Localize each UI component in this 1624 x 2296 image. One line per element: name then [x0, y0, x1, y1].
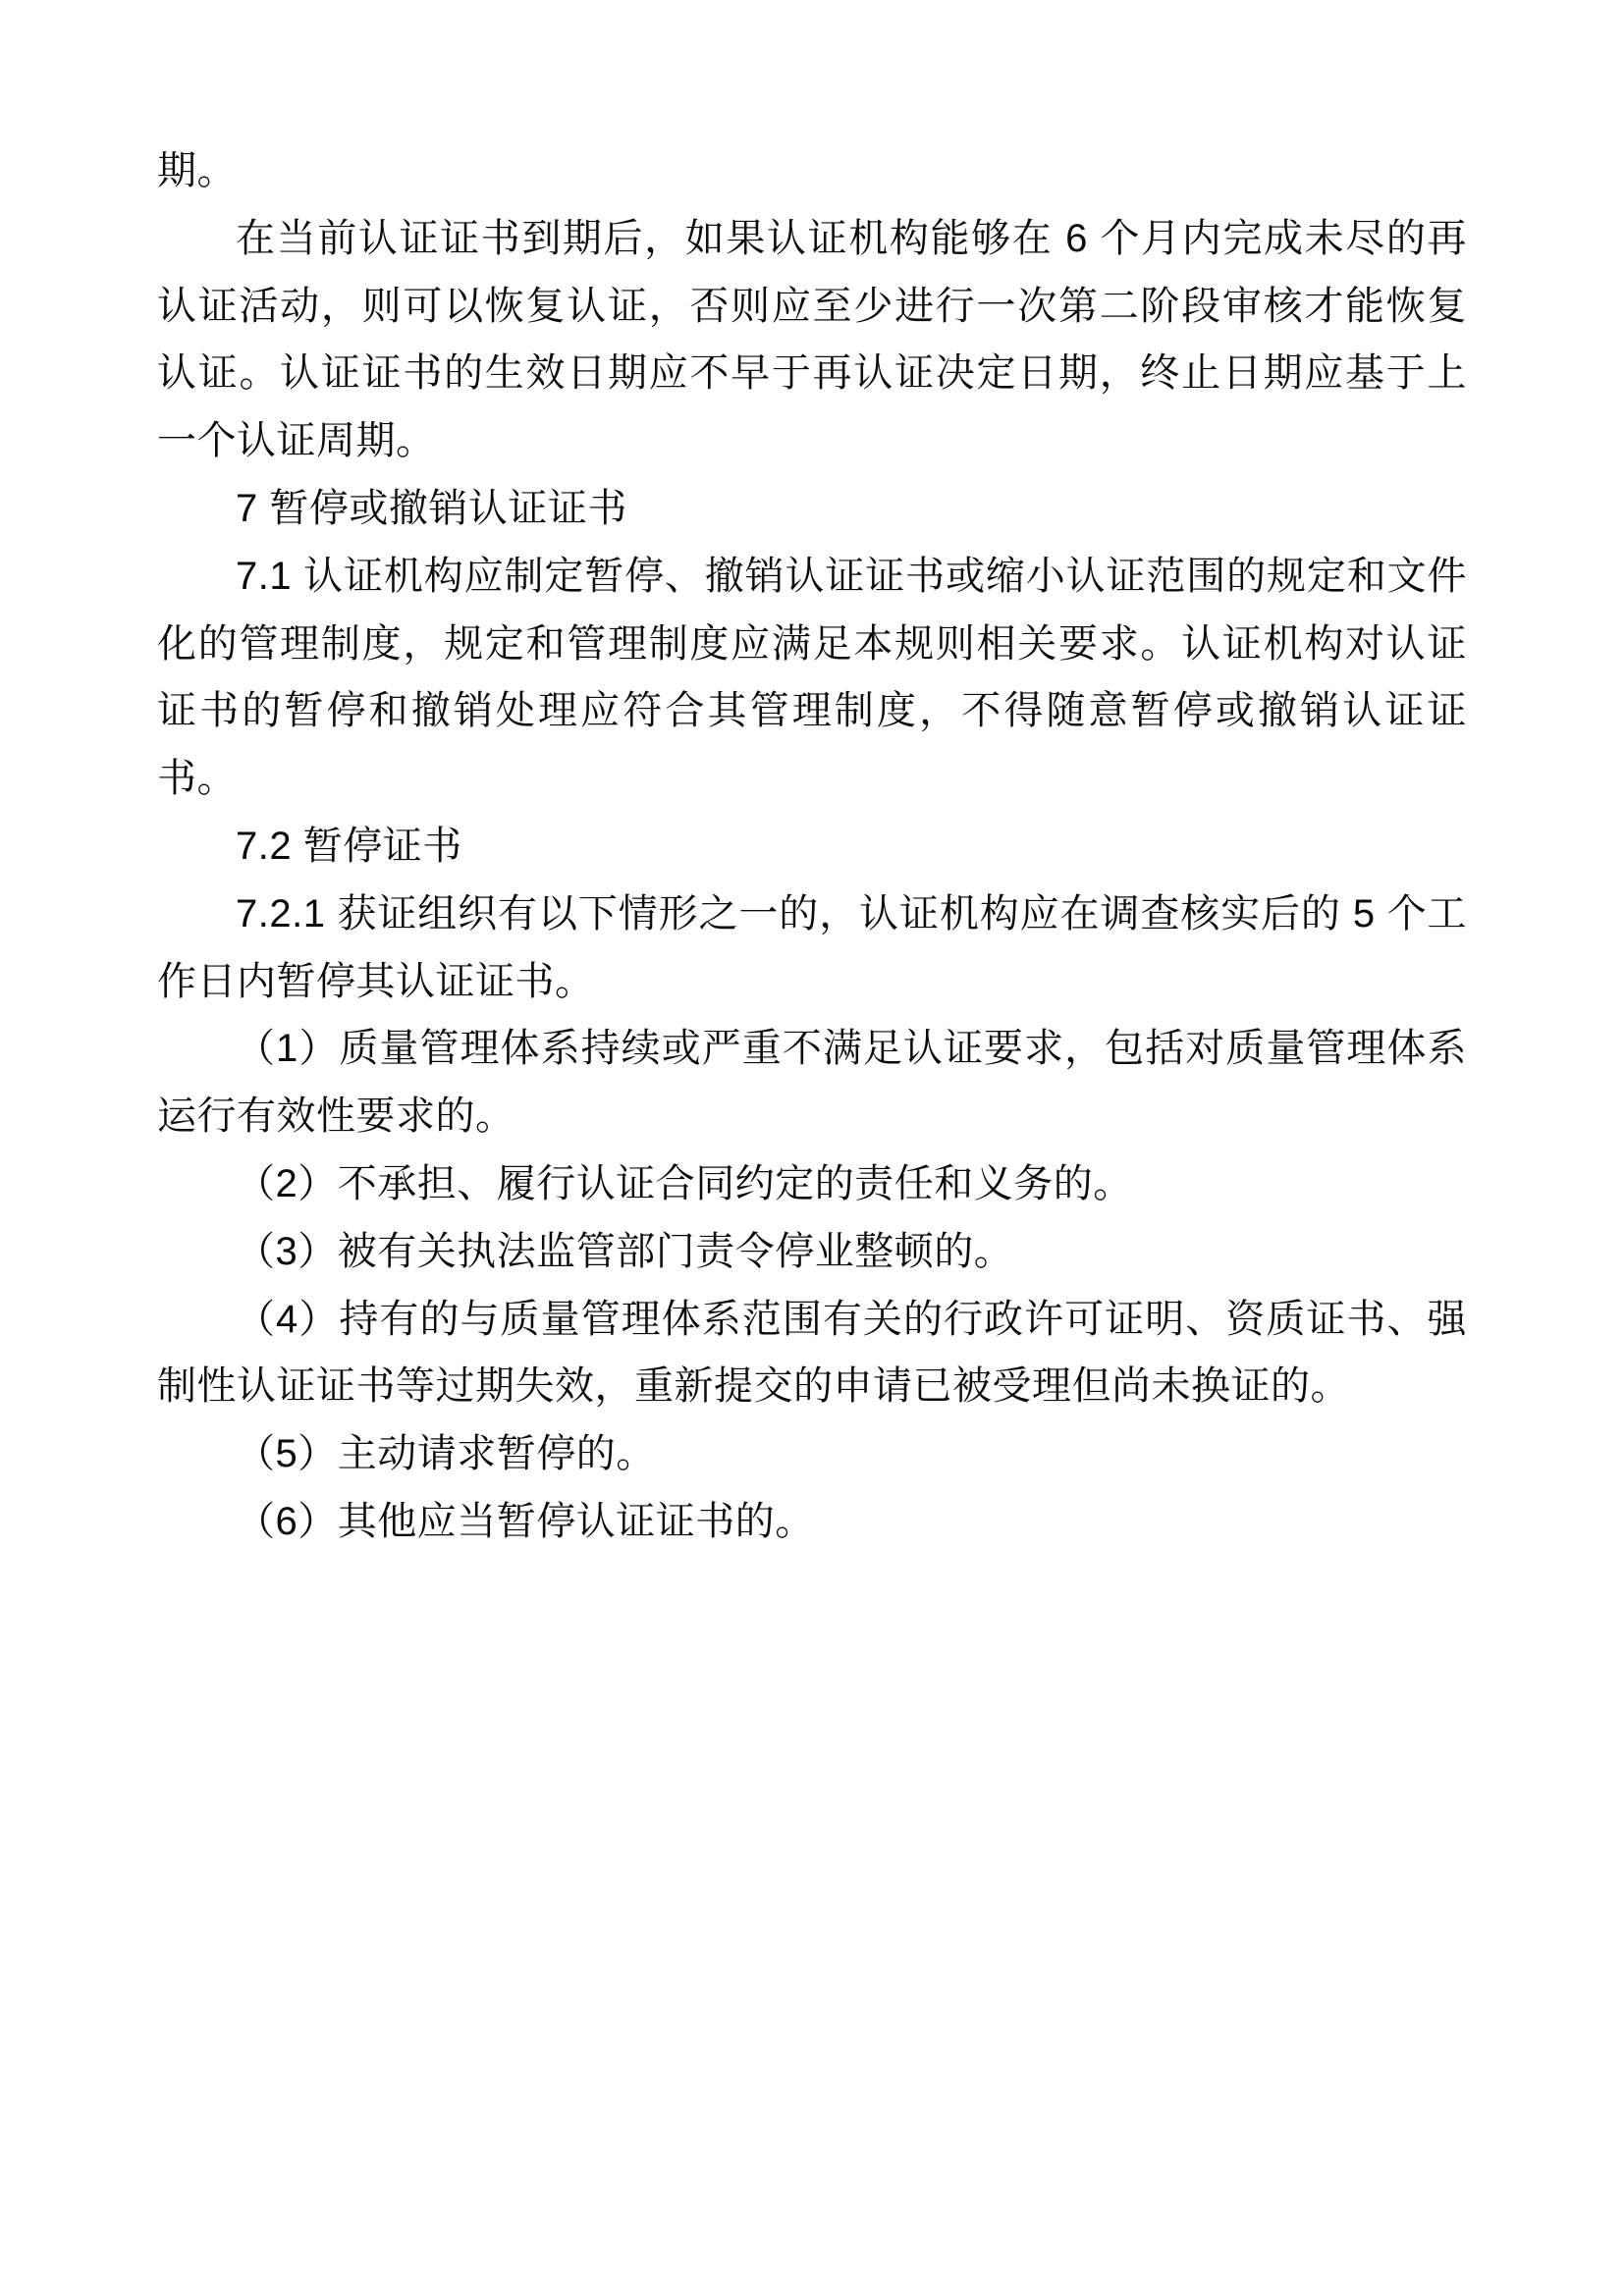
- section-heading-7: 7 暂停或撤销认证证书: [236, 486, 627, 530]
- paragraph-7-1: 7.1 认证机构应制定暂停、撤销认证证书或缩小认证范围的规定和文件化的管理制度，规定和管理制度应满足本规则相关要求。认证机构对认证证书的暂停和撤销处理应符合其管理制度，不得随意暂停或撤销认证证书。: [157, 554, 1467, 801]
- paragraph-recertification-restore: 在当前认证证书到期后，如果认证机构能够在 6 个月内完成未尽的再认证活动，则可以恢复认证，否则应至少进行一次第二阶段审核才能恢复认证。认证证书的生效日期应不早于再认证决定日期，终止日期应基于上一个认证周期。: [157, 216, 1467, 463]
- list-item-2: （2）不承担、履行认证合同约定的责任和义务的。: [236, 1161, 1133, 1205]
- paragraph-7-2-1: 7.2.1 获证组织有以下情形之一的，认证机构应在调查核实后的 5 个工作日内暂停其认证证书。: [157, 891, 1467, 1003]
- section-heading-7-2: 7.2 暂停证书: [236, 824, 462, 868]
- list-item-3: （3）被有关执法监管部门责令停业整顿的。: [236, 1229, 1014, 1273]
- document-body: [157, 137, 1467, 1556]
- list-item-5: （5）主动请求暂停的。: [236, 1432, 656, 1476]
- list-item-1: （1）质量管理体系持续或严重不满足认证要求，包括对质量管理体系运行有效性要求的。: [157, 1027, 1467, 1139]
- list-item-6: （6）其他应当暂停认证证书的。: [236, 1499, 815, 1543]
- list-item-4: （4）持有的与质量管理体系范围有关的行政许可证明、资质证书、强制性认证证书等过期失效，重新提交的申请已被受理但尚未换证的。: [157, 1297, 1467, 1409]
- paragraph-continued-line: 期。: [157, 149, 237, 192]
